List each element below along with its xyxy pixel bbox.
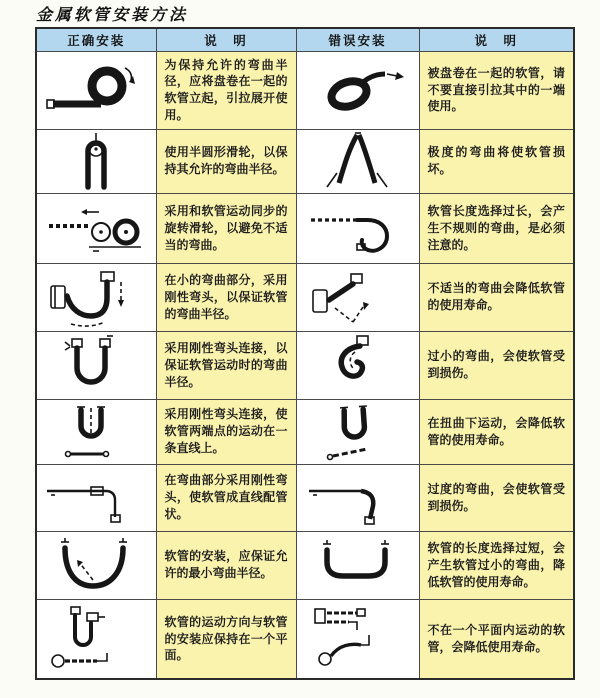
wrong-illustration-cell [296,193,419,263]
wrong-note-cell [419,51,574,129]
correct-note-cell [156,599,296,679]
correct-note-cell [156,263,296,331]
wrong-illustration-cell [296,263,419,331]
wrong-note: 过度的弯曲，会使软管受到损伤。 [427,481,565,513]
wrong-illustration-cell [296,129,419,193]
wrong-note: 软管长度选择过长，会产生不规则的弯曲，是必须注意的。 [427,203,565,252]
u-hose-inline-motion-icon [41,402,151,462]
rigid-elbow-small-bend-icon [41,266,151,328]
wrong-note-cell [419,599,574,679]
too-small-radius-hook-icon [303,334,413,396]
wrong-note-cell [419,193,574,263]
wrong-note: 软管的长度选择过短，会产生软管过小的弯曲，降低软管的使用寿命。 [427,540,565,589]
correct-illustration-cell [36,193,156,263]
table-row [36,399,574,464]
correct-illustration-cell [36,464,156,531]
u-hose-rigid-elbows-icon [41,334,151,396]
correct-illustration-cell [36,599,156,679]
coiled-hose-pulled-end-icon [303,58,413,122]
hose-folded-sharply-icon [303,131,413,191]
correct-note: 采用刚性弯头连接，以保证软管运动时的弯曲半径。 [164,340,288,389]
correct-illustration-cell [36,51,156,129]
wrong-illustration-cell [296,464,419,531]
u-hose-twisted-motion-icon [303,402,413,462]
wrong-illustration-cell [296,531,419,599]
wrong-note-cell [419,464,574,531]
min-bend-radius-u-icon [41,534,151,596]
correct-note: 软管的安装，应保证允许的最小弯曲半径。 [164,549,288,581]
short-hose-flat-bend-icon [303,534,413,596]
wrong-note: 过小的弯曲，会使软管受到损伤。 [427,349,565,381]
motion-in-one-plane-icon [41,603,151,675]
correct-note-cell [156,51,296,129]
correct-illustration-cell [36,331,156,399]
correct-note-cell [156,464,296,531]
correct-note: 为保持允许的弯曲半径，应将盘卷在一起的软管立起，引拉展开使用。 [164,57,288,122]
wrong-note: 不适当的弯曲会降低软管的使用寿命。 [427,281,565,313]
correct-note: 在弯曲部分采用刚性弯头，使软管成直线配管状。 [164,473,288,522]
header-wrong-install: 错误安装 [296,28,419,51]
header-note-correct: 说 明 [156,28,296,51]
straight-run-rigid-elbow-icon [41,467,151,529]
correct-note: 采用和软管运动同步的旋转滑轮，以避免不适当的弯曲。 [164,203,288,252]
wrong-note-cell [419,263,574,331]
wrong-illustration-cell [296,599,419,679]
table-row [36,531,574,599]
correct-illustration-cell [36,129,156,193]
wrong-note: 不在一个平面内运动的软管，会降低使用寿命。 [427,623,565,654]
wrong-note-cell [419,399,574,464]
wrong-illustration-cell [296,51,419,129]
correct-illustration-cell [36,531,156,599]
motion-out-of-plane-icon [303,603,413,675]
table-row [36,331,574,399]
table-row [36,599,574,679]
table-row [36,129,574,193]
table-row [36,263,574,331]
wrong-note: 在扭曲下运动，会降低软管的使用寿命。 [427,415,565,447]
correct-note-cell [156,129,296,193]
wrong-illustration-cell [296,399,419,464]
page-title: 金属软管安装方法 [36,5,189,24]
correct-note: 软管的运动方向与软管的安装应保持在一个平面。 [164,614,288,663]
correct-note-cell [156,331,296,399]
installation-table [35,27,575,680]
synchronized-rollers-icon [41,198,151,258]
correct-note-cell [156,531,296,599]
kinked-hose-at-fitting-icon [303,266,413,328]
header-row [36,28,574,51]
coiled-hose-unrolled-icon [41,58,151,122]
correct-illustration-cell [36,399,156,464]
table-row [36,464,574,531]
table-row [36,193,574,263]
table-row [36,51,574,129]
hose-overbent-end-icon [303,467,413,529]
correct-note-cell [156,193,296,263]
hose-over-pulley-icon [41,131,151,191]
correct-illustration-cell [36,263,156,331]
correct-note: 使用半圆形滑轮，以保持其允许的弯曲半径。 [164,145,288,177]
wrong-note-cell [419,129,574,193]
wrong-note: 极度的弯曲将使软管损坏。 [427,145,565,177]
header-note-wrong: 说 明 [419,28,574,51]
correct-note: 采用刚性弯头连接，使软管两端点的运动在一条直线上。 [164,407,288,456]
wrong-note-cell [419,531,574,599]
correct-note-cell [156,399,296,464]
correct-note: 在小的弯曲部分，采用刚性弯头，以保证软管的弯曲半径。 [164,272,288,321]
wrong-illustration-cell [296,331,419,399]
overlong-hose-loop-icon [303,198,413,258]
wrong-note: 被盘卷在一起的软管，请不要直接引拉其中的一端使用。 [427,65,565,114]
header-correct-install: 正确安装 [36,28,156,51]
wrong-note-cell [419,331,574,399]
